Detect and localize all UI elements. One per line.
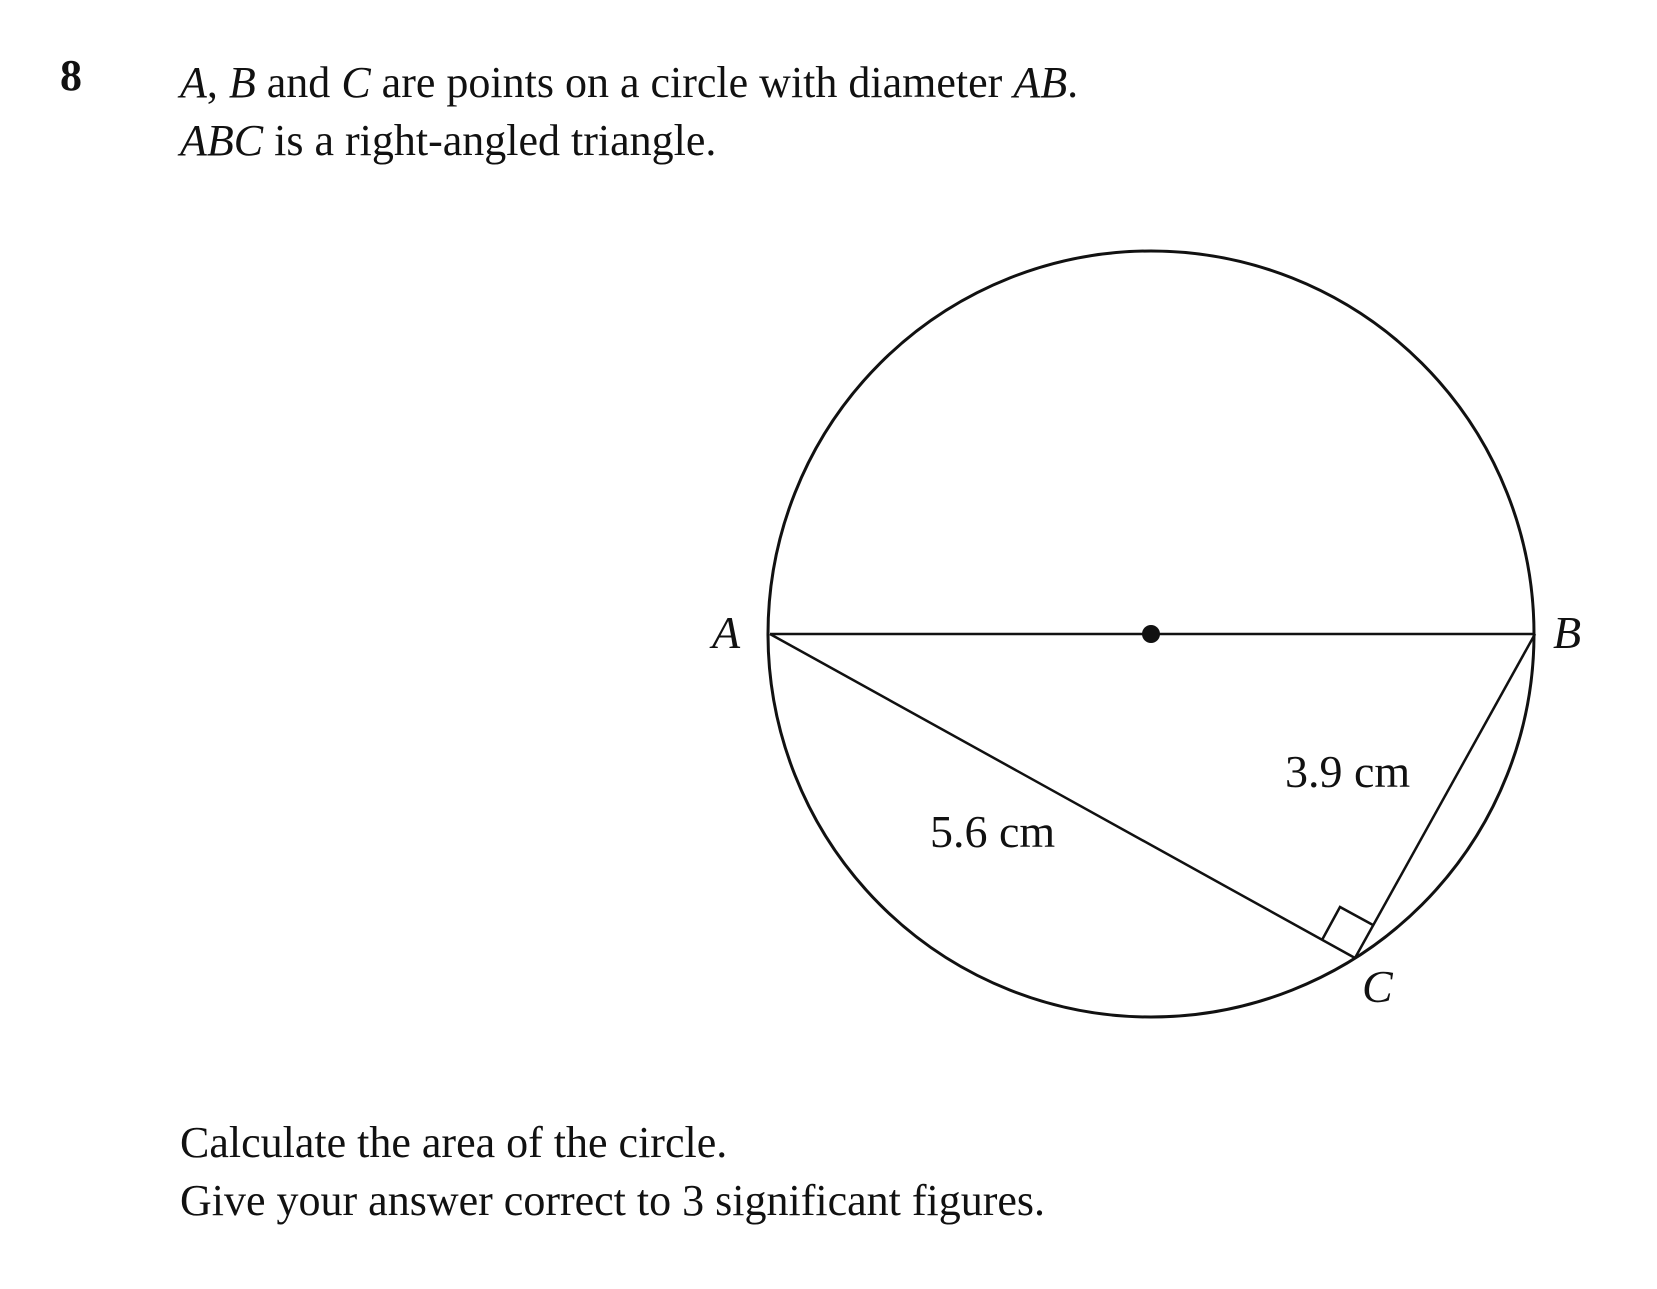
label-length-bc: 3.9 cm — [1285, 746, 1411, 797]
side-ac — [770, 634, 1355, 958]
intro-segment: are points on a circle with diameter — [370, 58, 1014, 107]
intro-segment: B — [228, 58, 256, 107]
right-angle-marker — [1322, 907, 1373, 940]
intro-segment: C — [341, 58, 371, 107]
intro-segment: ABC — [180, 116, 264, 165]
question-task — [180, 1114, 1045, 1230]
intro-segment: A — [180, 58, 207, 107]
intro-segment: and — [255, 58, 342, 107]
label-point-c: C — [1362, 961, 1393, 1012]
task-line-2: Give your answer correct to 3 significant figures. — [180, 1176, 1046, 1225]
task-line-1: Calculate the area of the circle. — [180, 1118, 728, 1167]
question-number: 8 — [60, 51, 82, 100]
centre-point — [1142, 625, 1160, 643]
label-point-a: A — [712, 607, 741, 658]
intro-segment: AB — [1013, 58, 1068, 107]
intro-segment: is a right-angled triangle. — [263, 116, 717, 165]
intro-segment: , — [206, 58, 229, 107]
label-point-b: B — [1553, 607, 1582, 658]
intro-segment: . — [1067, 58, 1079, 107]
label-length-ac: 5.6 cm — [930, 806, 1056, 857]
